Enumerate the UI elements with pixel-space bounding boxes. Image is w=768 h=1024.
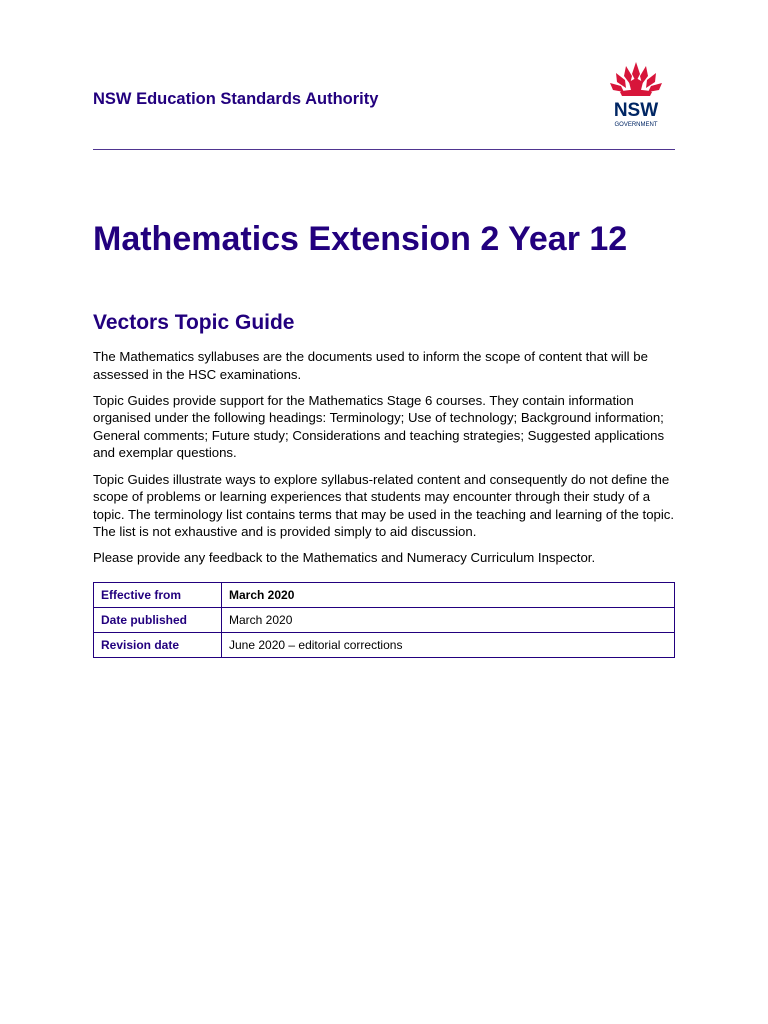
effective-from-value: March 2020	[222, 583, 675, 608]
logo-wordmark: NSW	[613, 100, 659, 121]
paragraph-syllabus-scope: The Mathematics syllabuses are the documents used to inform the scope of content that will be assessed in the HSC examinations.	[93, 349, 648, 382]
date-published-value: March 2020	[222, 608, 675, 633]
date-published-label: Date published	[94, 608, 222, 633]
waratah-flower-icon	[600, 60, 672, 132]
paragraph-topic-guides-support: Topic Guides provide support for the Mathematics Stage 6 courses. They contain information organised under the following headings: Terminology; Use of technology; Background information; General comments; Future study; Considerations and teaching strategies; Suggested applications and exemplar questions.	[93, 392, 665, 461]
nsw-government-logo	[600, 60, 672, 132]
document-title: Mathematics Extension 2 Year 12	[93, 220, 628, 258]
logo-subtext: GOVERNMENT	[614, 122, 658, 128]
table-row	[94, 583, 675, 608]
revision-date-label: Revision date	[94, 633, 222, 658]
paragraph-topic-guides-illustrate: Topic Guides illustrate ways to explore syllabus-related content and consequently do not define the scope of problems or learning experiences that students may encounter through their study of a topic. The terminology list contains terms that may be used in the teaching and learning of the topic. The list is not exhaustive and is provided simply to aid discussion.	[93, 471, 675, 540]
table-row	[94, 608, 675, 633]
org-name: NSW Education Standards Authority	[93, 90, 379, 108]
revision-date-value: June 2020 – editorial corrections	[222, 633, 675, 658]
document-subtitle: Vectors Topic Guide	[93, 311, 295, 334]
intro-text	[93, 348, 677, 576]
table-row	[94, 633, 675, 658]
document-info-table	[93, 582, 675, 658]
effective-from-label: Effective from	[94, 583, 222, 608]
paragraph-feedback: Please provide any feedback to the Mathematics and Numeracy Curriculum Inspector.	[93, 550, 596, 566]
header-divider	[93, 149, 675, 150]
